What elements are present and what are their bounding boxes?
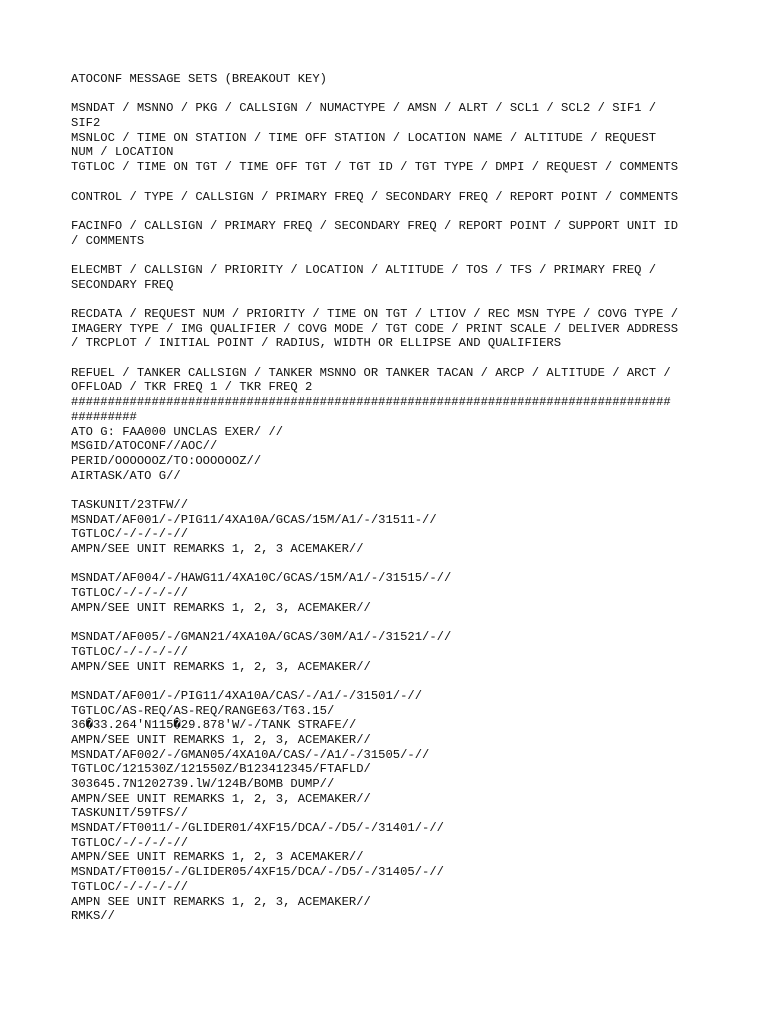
text-line: RECDATA / REQUEST NUM / PRIORITY / TIME ON TGT / LTIOV / REC MSN TYPE / COVG TYPE / — [71, 307, 679, 321]
text-line: SECONDARY FREQ — [71, 277, 174, 292]
text-line: / TRCPLOT / INITIAL POINT / RADIUS, WIDTH OR ELLIPSE AND QUALIFIERS — [71, 336, 562, 351]
text-line: MSGID/ATOCONF//AOC// — [71, 439, 218, 454]
text-line: MSNDAT/FT0015/-/GLIDER05/4XF15/DCA/-/D5/-/31405/-// — [71, 865, 444, 880]
blank-line — [71, 175, 721, 190]
text-line: MSNDAT/AF004/-/HAWG11/4XA10C/GCAS/15M/A1/-/31515/-// — [71, 571, 452, 586]
text-line: TASKUNIT/59TFS// — [71, 806, 189, 821]
text-line: MSNDAT/AF002/-/GMAN05/4XA10A/CAS/-/A1/-/31505/-// — [71, 747, 430, 762]
text-line: FACINFO / CALLSIGN / PRIMARY FREQ / SECONDARY FREQ / REPORT POINT / SUPPORT UNIT ID — [71, 218, 679, 233]
blank-line — [71, 248, 721, 263]
text-line: TGTLOC / TIME ON TGT / TIME OFF TGT / TGT ID / TGT TYPE / DMPI / REQUEST / COMMENTS — [71, 160, 679, 175]
text-line: TGTLOC/-/-/-/-// — [71, 879, 189, 894]
text-line: MSNDAT / MSNNO / PKG / CALLSIGN / NUMACTYPE / AMSN / ALRT / SCL1 / SCL2 / SIF1 / — [71, 101, 657, 116]
text-line: MSNDAT/AF001/-/PIG11/4XA10A/CAS/-/A1/-/31501/-// — [71, 688, 423, 703]
text-line: NUM / LOCATION — [71, 145, 174, 160]
text-line: AIRTASK/ATO G// — [71, 468, 181, 483]
text-line: TASKUNIT/23TFW// — [71, 497, 189, 512]
text-line: 303645.7N1202739.lW/124B/BOMB DUMP// — [71, 777, 335, 791]
text-line: MSNDAT/FT0011/-/GLIDER01/4XF15/DCA/-/D5/-/31401/-// — [71, 821, 444, 836]
text-line: TGTLOC/-/-/-/-// — [71, 644, 189, 659]
text-line: / COMMENTS — [71, 233, 145, 248]
text-line: 36�33.264'N115�29.878'W/-/TANK STRAFE// — [71, 718, 357, 733]
document-body — [71, 72, 721, 924]
blank-line — [71, 615, 721, 630]
text-line: AMPN/SEE UNIT REMARKS 1, 2, 3, ACEMAKER// — [71, 732, 371, 747]
text-line: IMAGERY TYPE / IMG QUALIFIER / COVG MODE / TGT CODE / PRINT SCALE / DELIVER ADDRESS — [71, 321, 679, 336]
text-line: AMPN SEE UNIT REMARKS 1, 2, 3, ACEMAKER// — [71, 894, 371, 909]
separator-line: ######### — [71, 409, 137, 424]
text-line: PERID/OOOOOOZ/TO:OOOOOOZ// — [71, 453, 262, 468]
blank-line — [71, 557, 721, 572]
text-line: SIF2 — [71, 116, 101, 131]
text-line: MSNDAT/AF005/-/GMAN21/4XA10A/GCAS/30M/A1/-/31521/-// — [71, 630, 452, 645]
text-line: AMPN/SEE UNIT REMARKS 1, 2, 3 ACEMAKER// — [71, 850, 364, 865]
text-line: AMPN/SEE UNIT REMARKS 1, 2, 3, ACEMAKER// — [71, 659, 371, 674]
text-line: TGTLOC/-/-/-/-// — [71, 527, 189, 542]
blank-line — [71, 204, 721, 219]
blank-line — [71, 87, 721, 102]
blank-line — [71, 351, 721, 366]
text-line: TGTLOC/-/-/-/-// — [71, 835, 189, 850]
text-line: AMPN/SEE UNIT REMARKS 1, 2, 3, ACEMAKER// — [71, 600, 371, 615]
blank-line — [71, 292, 721, 307]
separator-line: ################################################################################## — [71, 395, 671, 410]
text-line: OFFLOAD / TKR FREQ 1 / TKR FREQ 2 — [71, 380, 313, 395]
text-line: MSNDAT/AF001/-/PIG11/4XA10A/GCAS/15M/A1/-/31511-// — [71, 512, 437, 527]
text-line: TGTLOC/121530Z/121550Z/B123412345/FTAFLD/ — [71, 762, 371, 777]
text-line: ELECMBT / CALLSIGN / PRIORITY / LOCATION / ALTITUDE / TOS / TFS / PRIMARY FREQ / — [71, 262, 657, 277]
blank-line — [71, 674, 721, 689]
text-line: ATO G: FAA000 UNCLAS EXER/ // — [71, 424, 284, 439]
text-line: RMKS// — [71, 909, 115, 924]
text-line: AMPN/SEE UNIT REMARKS 1, 2, 3 ACEMAKER// — [71, 542, 364, 556]
blank-line — [71, 483, 721, 498]
document-heading: ATOCONF MESSAGE SETS (BREAKOUT KEY) — [71, 72, 327, 86]
text-line: TGTLOC/-/-/-/-// — [71, 586, 189, 601]
text-line: REFUEL / TANKER CALLSIGN / TANKER MSNNO OR TANKER TACAN / ARCP / ALTITUDE / ARCT / — [71, 365, 671, 380]
text-line: AMPN/SEE UNIT REMARKS 1, 2, 3, ACEMAKER// — [71, 791, 371, 806]
text-line: CONTROL / TYPE / CALLSIGN / PRIMARY FREQ / SECONDARY FREQ / REPORT POINT / COMMENTS — [71, 189, 679, 204]
text-line: MSNLOC / TIME ON STATION / TIME OFF STATION / LOCATION NAME / ALTITUDE / REQUEST — [71, 130, 657, 145]
text-line: TGTLOC/AS-REQ/AS-REQ/RANGE63/T63.15/ — [71, 703, 335, 718]
